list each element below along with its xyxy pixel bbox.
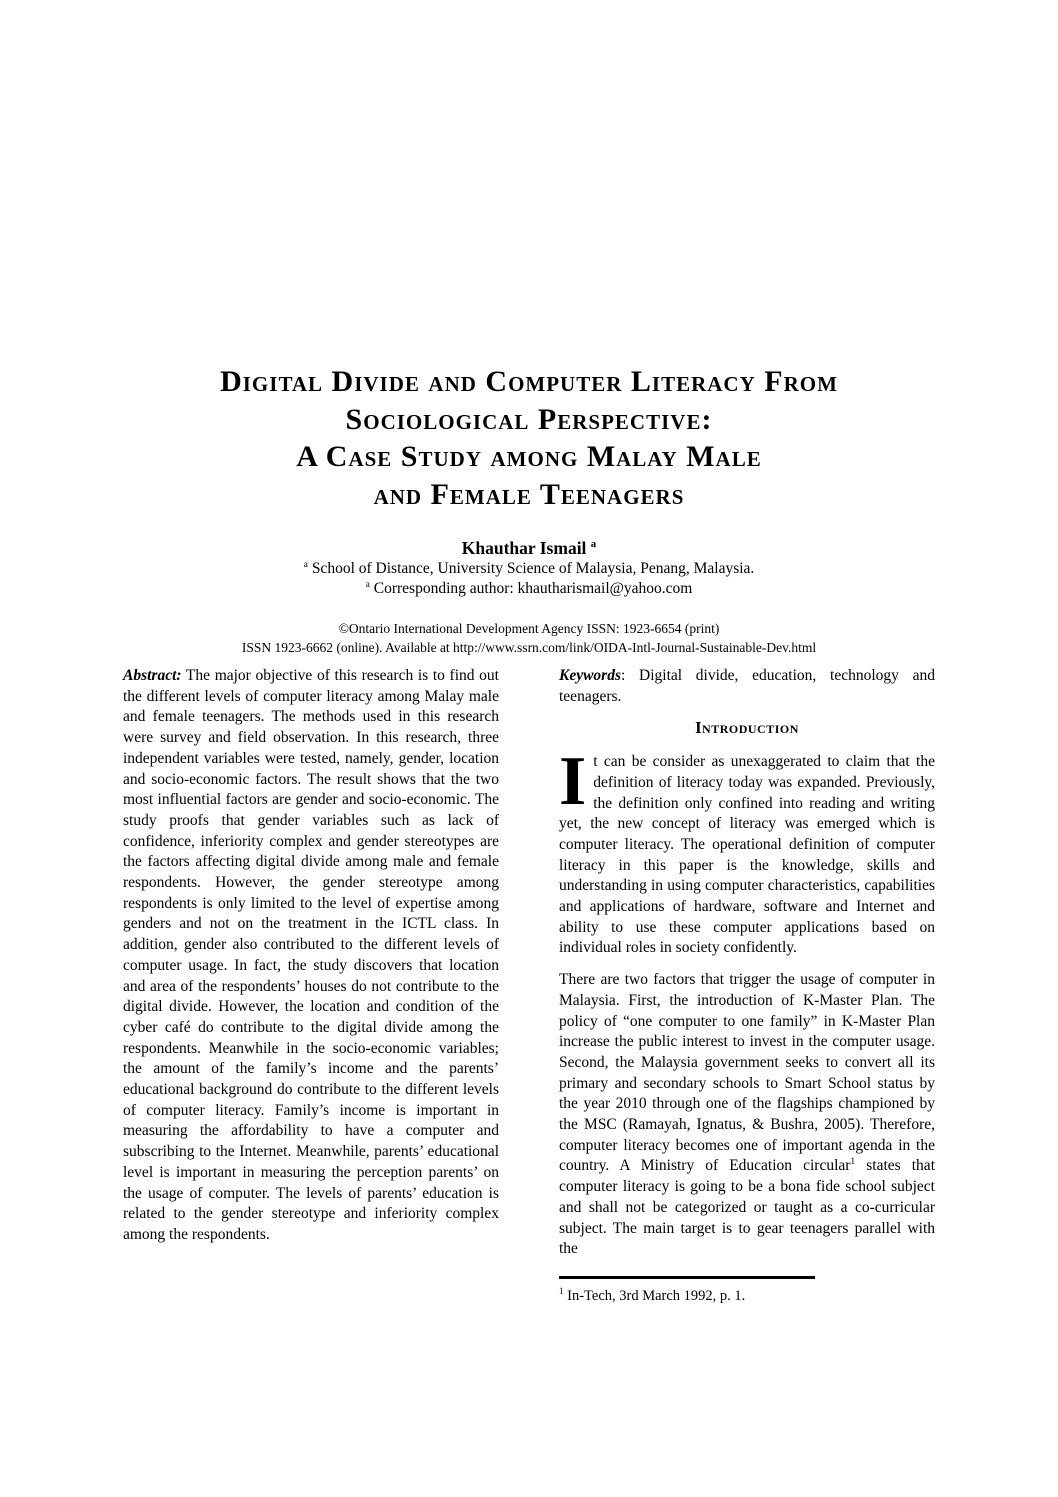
introduction-heading: Introduction xyxy=(695,718,799,738)
author-name-text: Khauthar Ismail xyxy=(461,538,587,558)
drop-cap: I xyxy=(559,743,587,821)
footnote-citation: In-Tech, 3rd March 1992, p. 1. xyxy=(563,1287,746,1304)
title-line-3: A Case Study among Malay Male xyxy=(296,440,762,473)
abstract-paragraph xyxy=(123,666,499,1246)
corresponding-marker: a xyxy=(365,578,370,590)
intro-paragraph-2 xyxy=(559,970,935,1260)
two-column-body xyxy=(123,666,935,1306)
keywords-label: Keywords xyxy=(559,667,621,684)
issn-availability-line: ISSN 1923-6662 (online). Available at http://www.ssrn.com/link/OIDA-Intl-Journal-Sustainable-Dev.html xyxy=(241,639,817,655)
intro-paragraph-1-text: t can be consider as unexaggerated to claim that the definition of literacy today was expanded. Previously, the definition only confined into reading and writing yet, the new concept of literacy was emerged which is computer literacy. The operational definition of computer literacy in this paper is the knowledge, skills and understanding in using computer characteristics, capabilities and applications of hardware, software and Internet and ability to use these computer applications based on individual roles in society confidently. xyxy=(559,753,935,957)
paper-title xyxy=(0,363,1058,513)
keywords-paragraph xyxy=(559,666,935,707)
intro-paragraph-2-text: There are two factors that trigger the usage of computer in Malaysia. First, the introduction of K-Master Plan. The policy of “one computer to one family” in K-Master Plan increase the public interest to invest in the computer usage. Second, the Malaysia government seeks to convert all its primary and secondary schools to Smart School status by the year 2010 through one of the flagships championed by the MSC (Ramayah, Ignatus, & Bushra, 2005). Therefore, computer literacy becomes one of important agenda in the country. A Ministry of Education circular xyxy=(559,971,935,1175)
footnote-separator xyxy=(559,1276,815,1279)
keywords-text: : Digital divide, education, technology and teenagers. xyxy=(559,667,935,705)
affiliation-marker: a xyxy=(303,558,308,570)
corresponding-text: Corresponding author: khautharismail@yahoo.com xyxy=(369,579,693,597)
corresponding-author xyxy=(0,579,1058,599)
footnote-block xyxy=(559,1276,935,1306)
publisher-issn-block xyxy=(0,620,1058,657)
right-column xyxy=(559,666,935,1306)
title-line-2: Sociological Perspective: xyxy=(345,402,713,436)
abstract-label: Abstract: xyxy=(123,667,182,684)
abstract-text: The major objective of this research is to find out the different levels of computer literacy among Malay male and female teenagers. The methods used in this research were survey and field observation. In this research, three independent variables were tested, namely, gender, location and socio-economic factors. The result shows that the two most influential factors are gender and socio-economic. The study proofs that gender variables such as lack of confidence, inferiority complex and gender stereotypes are the factors affecting digital divide among male and female respondents. However, the gender stereotype among respondents is only limited to the level of expertise among genders and not on the treatment in the ICTL class. In addition, gender also contributed to the different levels of computer usage. In fact, the study discovers that location and area of the respondents’ houses do not contribute to the digital divide. However, the location and condition of the cyber café do contribute to the digital divide among the respondents. Meanwhile in the socio-economic variables; the amount of the family’s income and the parents’ educational background do contribute to the different levels of computer literacy. Family’s income is important in measuring the affordability to have a computer and subscribing to the Internet. Meanwhile, parents’ educational level is important in measuring the perception parents’ on the usage of computer. The levels of parents’ education is related to the gender stereotype and inferiority complex among the respondents. xyxy=(123,667,499,1243)
title-line-1: Digital Divide and Computer Literacy From xyxy=(220,365,838,398)
intro-paragraph-1 xyxy=(559,743,935,959)
title-line-4: and Female Teenagers xyxy=(373,477,685,511)
left-column xyxy=(123,666,499,1306)
footnote-reference: 1 xyxy=(850,1156,856,1168)
author-name xyxy=(0,538,1058,559)
publisher-line: ©Ontario International Development Agency ISSN: 1923-6654 (print) xyxy=(338,621,720,636)
footnote-number: 1 xyxy=(559,1286,564,1297)
author-affiliation xyxy=(0,559,1058,579)
footnote-text xyxy=(559,1287,935,1306)
affiliation-text: School of Distance, University Science of Malaysia, Penang, Malaysia. xyxy=(307,560,755,577)
intro-paragraph-2-continuation: states that computer literacy is going to be a bona fide school subject and shall not be categorized or taught as a co-curricular subject. The main target is to gear teenagers parallel with the xyxy=(559,1157,935,1258)
author-affiliation-marker: a xyxy=(590,538,597,551)
paper-header xyxy=(0,363,1058,657)
